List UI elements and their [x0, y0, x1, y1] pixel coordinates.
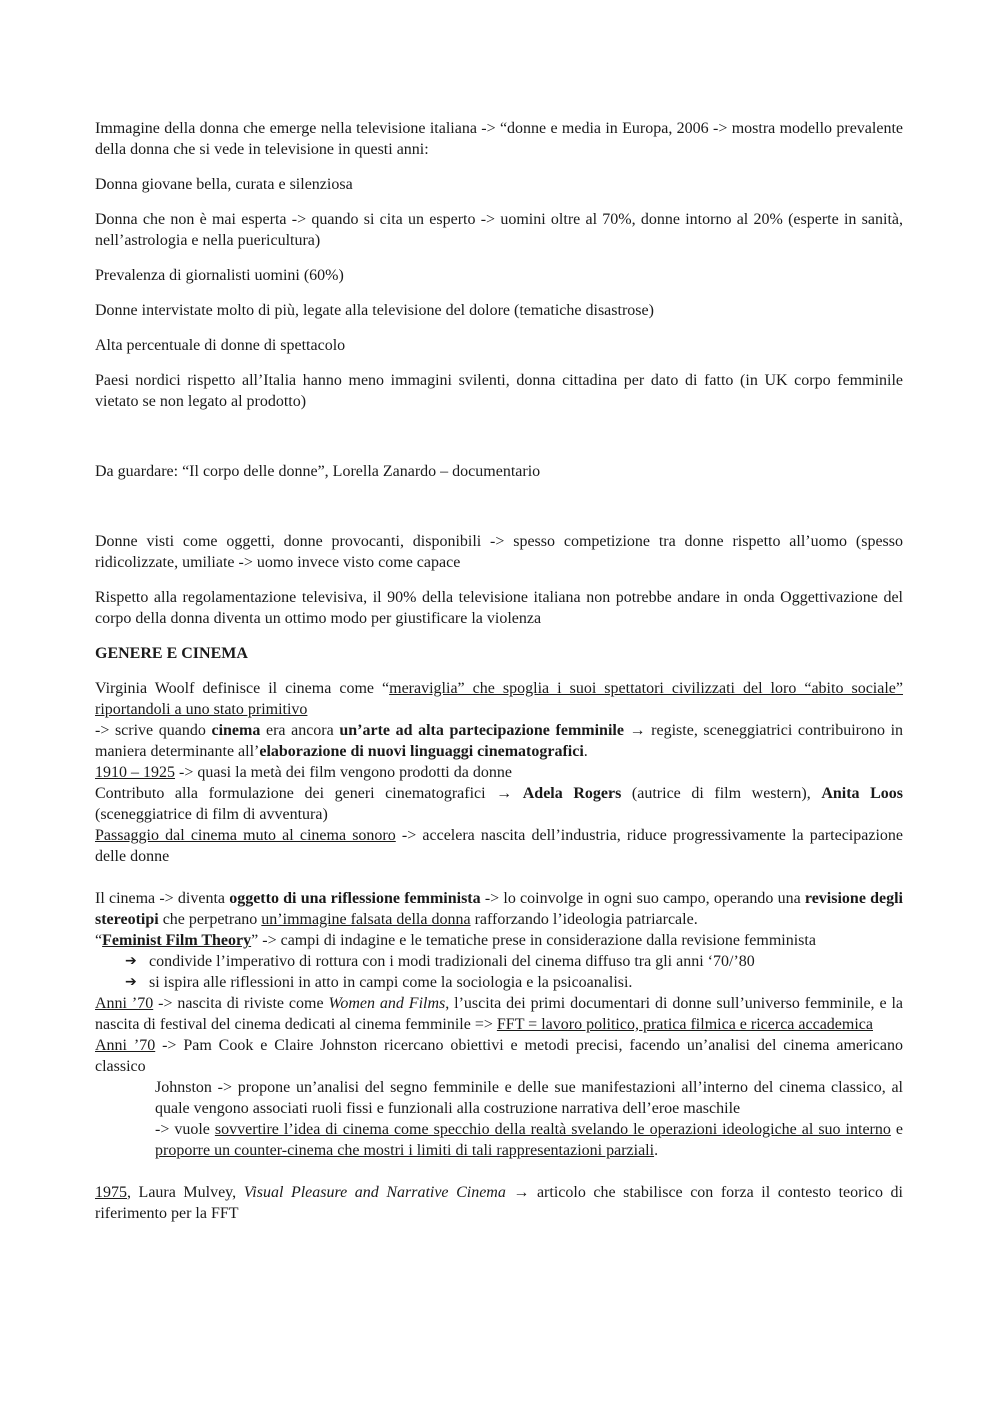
paragraph-not-expert: Donna che non è mai esperta -> quando si cita un esperto -> uomini oltre al 70%, donne intorno al 20% (esperte in sanità, nell’astrologia e nella puericultura): [95, 211, 903, 249]
paragraph-to-watch: Da guardare: “Il corpo delle donne”, Lorella Zanardo – documentario: [95, 463, 541, 480]
line-fft: “Feminist Film Theory” -> campi di indagine e le tematiche prese in considerazione dalla revisione femminista: [95, 932, 816, 949]
line-years: 1910 – 1925 -> quasi la metà dei film vengono prodotti da donne: [95, 764, 512, 781]
line-contributo: Contributo alla formulazione dei generi cinematografici → Adela Rogers (autrice di film western), Anita Loos (sceneggiatrice di film di avventura): [95, 785, 904, 823]
paragraph-show-women: Alta percentuale di donne di spettacolo: [95, 337, 346, 354]
line-passaggio: Passaggio dal cinema muto al cinema sonoro -> accelera nascita dell’industria, riduce progressivamente la partecipazione delle donne: [95, 827, 903, 865]
document-page: [95, 118, 903, 1224]
spacer: [95, 496, 903, 531]
paragraph-journalists: Prevalenza di giornalisti uomini (60%): [95, 267, 344, 284]
arrow-bullet-icon: ➔: [125, 953, 137, 969]
bullet-item: ➔ si ispira alle riflessioni in atto in campi come la sociologia e la psicoanalisi.: [125, 974, 633, 991]
line-mulvey: 1975, Laura Mulvey, Visual Pleasure and Narrative Cinema → articolo che stabilisce con forza il contesto teorico di riferimento per la FFT: [95, 1184, 903, 1222]
bullet-item: ➔ condivide l’imperativo di rottura con i modi tradizionali del cinema diffuso tra gli anni ‘70/’80: [125, 953, 755, 970]
line-anni70-b: Anni ’70 -> Pam Cook e Claire Johnston ricercano obiettivi e metodi precisi, facendo un’analisi del cinema americano classico: [95, 1037, 904, 1075]
spacer: [95, 1161, 903, 1182]
line-johnston-1: Johnston -> propone un’analisi del segno femminile e delle sue manifestazioni all’interno del cinema classico, al quale vengono associati ruoli fissi e funzionali alla costruzione narrativa dell’eroe maschile: [155, 1079, 903, 1117]
line-johnston-2: -> vuole sovvertire l’idea di cinema come specchio della realtà svelando le operazioni ideologiche al suo interno e proporre un counter-cinema che mostri i limiti di tali rappresentazioni parziali.: [155, 1121, 903, 1159]
paragraph-tv-image: Immagine della donna che emerge nella televisione italiana -> “donne e media in Europa, 2006 -> mostra modello prevalente della donna che si vede in televisione in questi anni:: [95, 120, 903, 158]
paragraph-objects: Donne visti come oggetti, donne provocanti, disponibili -> spesso competizione tra donne rispetto all’uomo (spesso ridicolizzate, umiliate -> uomo invece visto come capace: [95, 533, 903, 571]
section-heading: GENERE E CINEMA: [95, 645, 248, 662]
spacer: [95, 867, 903, 888]
paragraph-interviewed: Donne intervistate molto di più, legate alla televisione del dolore (tematiche disastrose): [95, 302, 654, 319]
paragraph-nordic: Paesi nordici rispetto all’Italia hanno meno immagini svilenti, donna cittadina per dato di fatto (in UK corpo femminile vietato se non legato al prodotto): [95, 372, 903, 410]
line-scrive: -> scrive quando cinema era ancora un’arte ad alta partecipazione femminile → registe, sceneggiatrici contribuirono in maniera determinante all’elaborazione di nuovi linguaggi cinematografici.: [95, 722, 904, 760]
line-anni70-a: Anni ’70 -> nascita di riviste come Women and Films, l’uscita dei primi documentari di donne sull’universo femminile, e la nascita di festival del cinema dedicati al cinema femminile => FFT = lavoro politico, pratica filmica e ricerca accademica: [95, 995, 904, 1033]
line-cinema-feminist: Il cinema -> diventa oggetto di una riflessione femminista -> lo coinvolge in ogni suo campo, operando una revisione degli stereotipi che perpetrano un’immagine falsata della donna rafforzando l’ideologia patriarcale.: [95, 890, 904, 928]
paragraph-regulation: Rispetto alla regolamentazione televisiva, il 90% della televisione italiana non potrebbe andare in onda Oggettivazione del corpo della donna diventa un ottimo modo per giustificare la violenza: [95, 589, 903, 627]
paragraph-young-woman: Donna giovane bella, curata e silenziosa: [95, 176, 353, 193]
cinema-section: [95, 678, 903, 1224]
arrow-bullet-icon: ➔: [125, 974, 137, 990]
line-woolf: Virginia Woolf definisce il cinema come “meraviglia” che spoglia i suoi spettatori civilizzati del loro “abito sociale” riportandoli a uno stato primitivo: [95, 680, 903, 718]
spacer: [95, 426, 903, 461]
